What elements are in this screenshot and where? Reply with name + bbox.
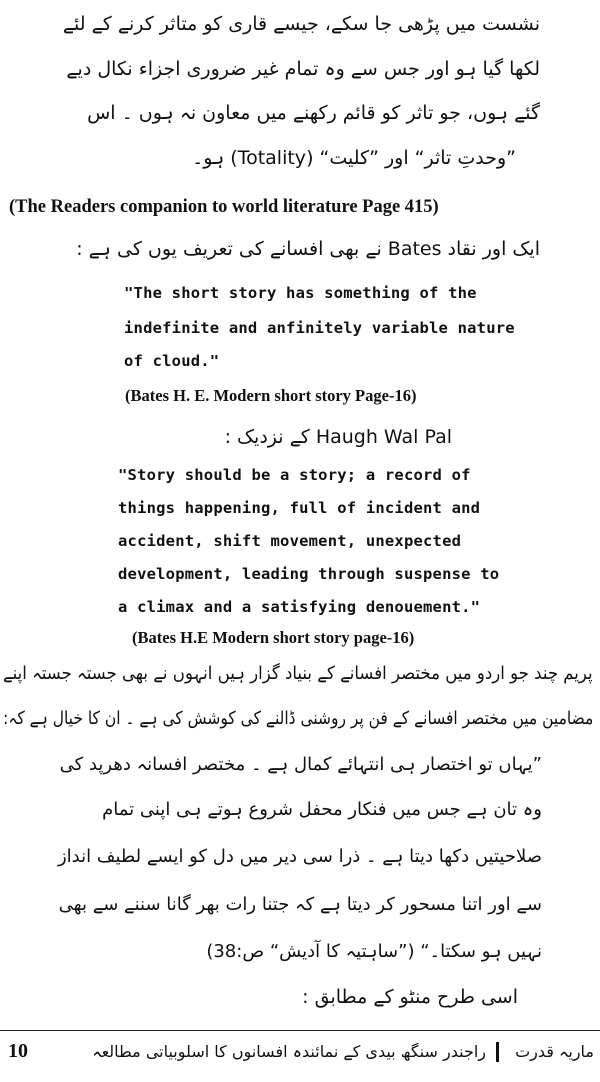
reference-citation: (The Readers companion to world literature Page 415) (9, 197, 439, 217)
urdu-heading-line: ایک اور نقاد Bates نے بھی افسانے کی تعریف یوں کی ہے : (76, 238, 540, 260)
english-quote-line: accident, shift movement, unexpected (118, 532, 462, 550)
urdu-quote-line: صلاحیتیں دکھا دیتا ہے ۔ ذرا سی دیر میں دل کو ایسے لطیف انداز (57, 846, 542, 867)
urdu-heading-line: Haugh Wal Pal کے نزدیک : (224, 426, 452, 448)
footer-separator (496, 1042, 499, 1062)
footer-author: ماریہ قدرت (515, 1042, 594, 1061)
urdu-line: ”وحدتِ تاثر“ اور ”کلیت“ (Totality) ہو۔ (192, 147, 516, 169)
page-number: 10 (8, 1040, 28, 1062)
english-quote-line: things happening, full of incident and (118, 499, 481, 517)
english-quote-line: a climax and a satisfying denouement." (118, 598, 481, 616)
urdu-quote-line: سے اور اتنا مسحور کر دیتا ہے کہ جتنا رات بھر گانا سننے سے بھی (58, 894, 542, 915)
urdu-line: نشست میں پڑھی جا سکے، جیسے قاری کو متاثر کرنے کے لئے (62, 13, 540, 35)
footer-rule (0, 1030, 600, 1031)
urdu-paragraph-line: مضامین میں مختصر افسانے کے فن پر روشنی ڈالنے کی کوشش کی ہے ۔ ان کا خیال ہے کہ: (2, 708, 593, 729)
urdu-line: لکھا گیا ہو اور جس سے وہ تمام غیر ضروری اجزاء نکال دیے (66, 58, 540, 80)
reference-citation: (Bates H.E Modern short story page-16) (132, 628, 415, 647)
reference-citation: (Bates H. E. Modern short story Page-16) (125, 386, 417, 405)
footer-book-title: راجندر سنگھ بیدی کے نمائندہ افسانوں کا اسلوبیاتی مطالعہ (92, 1042, 486, 1061)
urdu-heading-line: اسی طرح منٹو کے مطابق : (302, 986, 518, 1008)
urdu-quote-line: وہ تان ہے جس میں فنکار محفل شروع ہوتے ہی اپنی تمام (102, 799, 542, 820)
urdu-quote-line: ”یہاں تو اختصار ہی انتہائے کمال ہے ۔ مختصر افسانہ دھرپد کی (59, 754, 542, 775)
english-quote-line: of cloud." (124, 352, 220, 370)
english-quote-line: indefinite and anfinitely variable nature (124, 319, 515, 337)
english-quote-line: "Story should be a story; a record of (118, 466, 471, 484)
english-quote-line: "The short story has something of the (124, 284, 477, 302)
urdu-line: گئے ہوں، جو تاثر کو قائم رکھنے میں معاون نہ ہوں ۔ اس (87, 102, 540, 124)
urdu-quote-line: نہیں ہو سکتا۔“ (”ساہتیہ کا آدیش“ ص:38) (206, 941, 542, 962)
urdu-paragraph-line: پریم چند جو اردو میں مختصر افسانے کے بنیاد گزار ہیں انہوں نے بھی جستہ جستہ اپنے (3, 663, 593, 684)
english-quote-line: development, leading through suspense to (118, 565, 500, 583)
